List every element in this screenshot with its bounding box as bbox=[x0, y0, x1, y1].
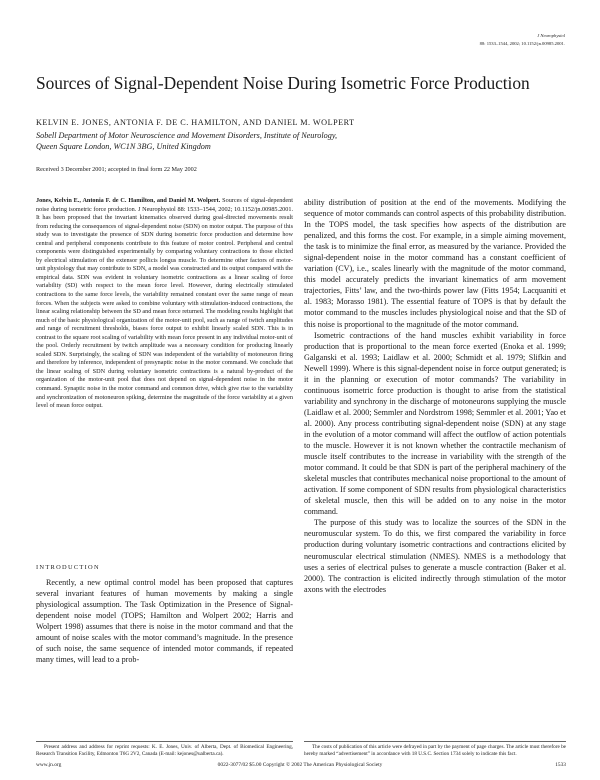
footnote-publication-costs: The costs of publication of this article were defrayed in part by the payment of page charges. The article must therefore be hereby marked “advertisement” in accordance with 18 U.S.C. Section 1734 solely to indicate this fact. bbox=[304, 744, 566, 758]
abstract bbox=[36, 197, 293, 411]
right-column bbox=[304, 197, 566, 595]
abstract-text: Sources of signal-dependent noise during isometric force production. J Neurophysiol 88: 1533–1544, 2002; 10.1152/jn.00985.2001. It has been proposed that the invariant kinematics observed during goal-directed movements result from reducing the consequences of signal-dependent noise (SDN) on motor output. The purpose of this study was to investigate the presence of SDN during isometric force production and determine how central and peripheral components contribute to this feature of motor control. Peripheral and central components were distinguished experimentally by comparing voluntary contractions to those elicited by electrical stimulation of the extensor pollicis longus muscle. To determine other factors of motor-unit physiology that may contribute to SDN, a model was constructed and its output compared with the empirical data. SDN was evident in voluntary isometric contractions as a linear scaling of force variability (SD) with respect to the mean force level. However, during electrically stimulated contractions to the same force levels, the variability remained constant over the same range of mean forces. When the subjects were asked to combine voluntary with stimulation-induced contractions, the linear scaling relationship between the SD and mean force returned. The modeling results highlight that much of the basic physiological organization of the motor-unit pool, such as range of twitch amplitudes and range of recruitment thresholds, biases force output to exhibit linearly scaled SDN. This is in contrast to the square root scaling of variability with mean force present in any individual motor-unit of the pool. Orderly recruitment by twitch amplitude was a necessary condition for producing linearly scaled SDN. Surprisingly, the scaling of SDN was independent of the variability of motoneuron firing and therefore by inference, independent of presynaptic noise in the motor command. We conclude that the linear scaling of SDN during voluntary isometric contractions is a natural by-product of the organization of the motor-unit pool that does not depend on signal-dependent noise in the motor command. Synaptic noise in the motor command and common drive, which give rise to the variability and synchronization of motoneuron spiking, determine the magnitude of the force variability at a given level of mean force output. bbox=[36, 197, 293, 410]
affiliation-line-2: Queen Square London, WC1N 3BG, United Kingdom bbox=[36, 142, 211, 151]
abstract-citation-authors: Jones, Kelvin E., Antonia F. de C. Hamilton, and Daniel M. Wolpert. bbox=[36, 197, 221, 204]
footer-copyright: 0022-3077/02 $5.00 Copyright © 2002 The American Physiological Society bbox=[217, 762, 383, 768]
footnote-rule-right bbox=[304, 741, 566, 742]
running-header-issn: 88: 1533–1544, 2002; 10.1152/jn.00985.2001. bbox=[479, 41, 565, 46]
page-number: 1533 bbox=[555, 762, 566, 768]
intro-paragraph: Recently, a new optimal control model has been proposed that captures several invariant features of human movements by making a single physiological assumption. The Task Optimization in the Presence of Signal-dependent noise model (TOPS; Hamilton and Wolpert 2002; Harris and Wolpert 1998) assumes that there is noise in the motor command and that the amount of noise scales with the motor command’s magnitude. In the presence of such noise, the same sequence of intended motor commands, if repeated many times, will lead to a prob- bbox=[36, 578, 293, 665]
section-heading-introduction: INTRODUCTION bbox=[36, 564, 100, 571]
article-title: Sources of Signal-Dependent Noise During Isometric Force Production bbox=[36, 73, 530, 93]
affiliation-line-1: Sobell Department of Motor Neuroscience and Movement Disorders, Institute of Neurology, bbox=[36, 131, 338, 140]
author-list: KELVIN E. JONES, ANTONIA F. DE C. HAMILTON, AND DANIEL M. WOLPERT bbox=[36, 118, 355, 127]
footer-website: www.jn.org bbox=[36, 762, 62, 768]
received-dates: Received 3 December 2001; accepted in final form 22 May 2002 bbox=[36, 166, 197, 173]
footnote-rule-left bbox=[36, 741, 293, 742]
body-paragraph: The purpose of this study was to localize the sources of the SDN in the neuromuscular system. To do this, we first compared the variability in force production during voluntary isometric contractions and contractions elicited by neuromuscular electrical stimulation (NMES). NMES is a methodology that uses a series of electrical pulses to generate a muscle contraction (Baker et al. 2000). The contraction is elicited indirectly through stimulation of the motor axons with the electrodes bbox=[304, 518, 566, 594]
footnote-reprint-address: Present address and address for reprint requests: K. E. Jones, Univ. of Alberta, Dept. of Biomedical Engineering, Research Transition Facility, Edmonton T6G 2V2, Canada (E-mail: kejones@ualberta.ca). bbox=[36, 744, 293, 758]
running-header-journal: J Neurophysiol bbox=[537, 33, 565, 38]
body-paragraph: ability distribution of position at the end of the movements. Modifying the sequence of motor commands can control aspects of this probability distribution. In the TOPS model, the task specifies how aspects of the distribution are penalized, and this forms the cost. For example, in a simple aiming movement, the task is to minimize the final error, as measured by the variance. Provided the signal-dependent noise in the motor command has a constant coefficient of variation (CV), i.e., scales linearly with the magnitude of the motor command, this model accurately predicts the invariant kinematics of arm movement trajectories, Fitts’ law, and the two-thirds power law (Fitts 1954; Lacquaniti et al. 1983; Morasso 1981). The essential feature of TOPS is that by default the motor command to the muscles includes physiological noise and that the SD of this noise is proportional to the magnitude of the motor command. bbox=[304, 198, 566, 329]
body-paragraph: Isometric contractions of the hand muscles exhibit variability in force production that is proportional to the mean force exerted (Enoka et al. 1999; Galganski et al. 1993; Laidlaw et al. 2000; Schmidt et al. 1979; Slifkin and Newell 1999). Where is this signal-dependent noise in force output generated; is it in the planning or execution of motor commands? The variability in continuous isometric force production is thought to arise from the statistical variability and synchrony in the discharge of motoneurons supplying the muscle (Laidlaw et al. 2000; Semmler and Nordstrom 1998; Semmler et al. 2001; Yao et al. 2000). Any process contributing signal-dependent noise (SDN) at any stage in the evolution of a motor command will affect the outflow of action potentials to the muscle. However it is not known whether the contractile mechanism of muscle itself contributes to the increase in variability with the strength of the motor command. It could be that SDN is part of the peripheral machinery of the skeletal muscles that contributes mechanical noise proportional to the amount of activation. If some component of SDN results from physiological characteristics of skeletal muscle, then this will be added on to any noise in the motor command. bbox=[304, 330, 566, 517]
introduction-left-column bbox=[36, 577, 293, 665]
